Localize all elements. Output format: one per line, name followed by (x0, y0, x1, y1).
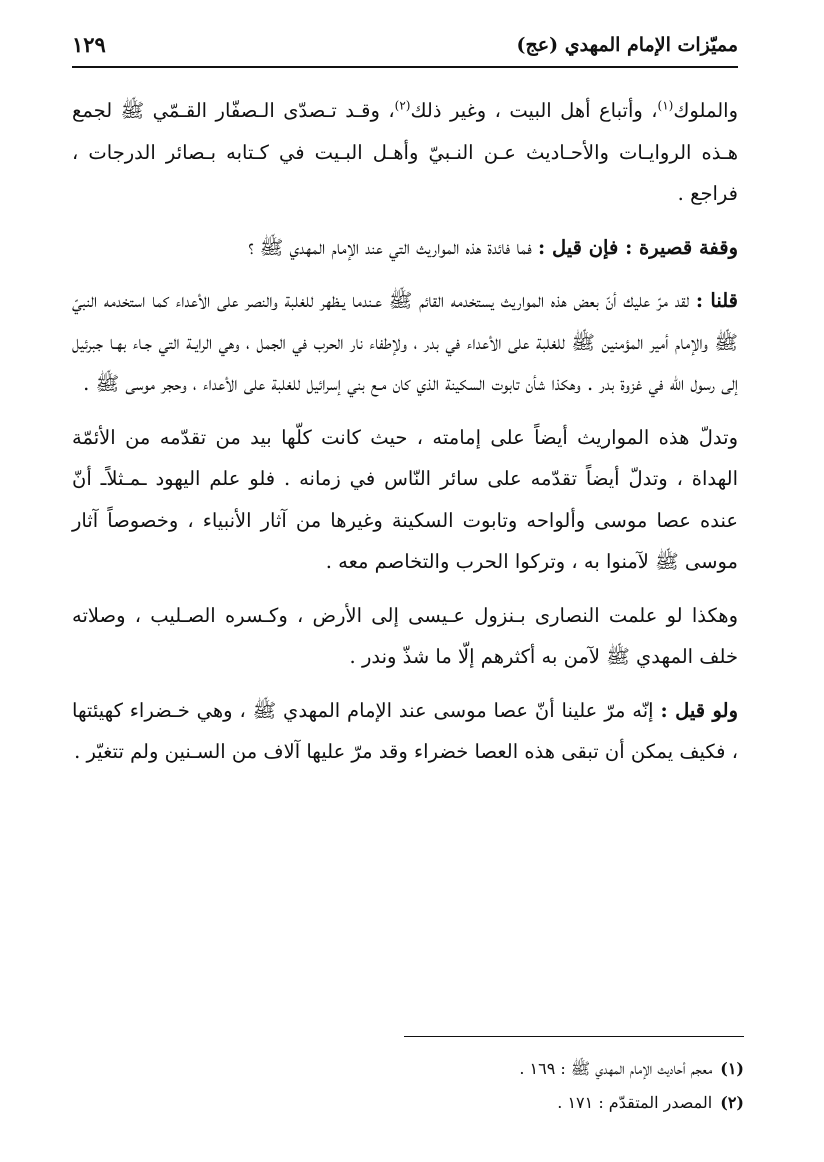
page-number: ١٢٩ (72, 32, 106, 57)
footnote-ref-2[interactable]: (٢) (394, 98, 411, 113)
paragraph-6-lead: ولو قيل : (660, 698, 738, 722)
paragraph-6 (72, 690, 738, 773)
footnote-2-number: (٢) (720, 1093, 744, 1112)
footnote-separator (404, 1036, 744, 1037)
paragraph-4 (72, 417, 738, 583)
footnote-1-text: معجم أحاديث الإمام المهدي ﷺ : ١٦٩ . (519, 1059, 713, 1078)
paragraph-5 (72, 595, 738, 678)
paragraph-3 (72, 280, 738, 405)
paragraph-3-lead: قلنا : (695, 289, 738, 312)
paragraph-2-lead: وقفة قصيرة : فإن قيل : (537, 235, 738, 259)
footnote-ref-1[interactable]: (١) (657, 98, 674, 113)
paragraph-3-text: لقد مرّ عليك أنّ بعض هذه المواريث يستخدمه القائم ﷺ عـندما يـظهر للغلبة والنصر على الأعداء كما استخدمه النبيّ ﷺ والإمام أمير المؤمنين ﷺ للغلبة على الأعداء في بدر ، ولإطفاء نار الحرب في الجمل ، وهي الرايـة التي جـاء بهـا جبرئيل إلى رسول الله في غزوة بدر . وهكذا شأن تابوت السكينة الذي كان مـع بني إسرائيل للغلبة على الأعداء ، وحجر موسى ﷺ . (72, 289, 738, 395)
paragraph-1-text-c: ، وقـد تـصدّى الـصفّار القـمّي ﷺ لجمع هـذه الروايـات والأحـاديث عـن النـبيّ وأهـل البـيت في كـتابه بـصائر الدرجات ، فراجع . (72, 99, 738, 205)
paragraph-5-text: وهكذا لو علمت النصارى بـنزول عـيسى إلى الأرض ، وكـسره الصـليب ، وصلاته خلف المهدي ﷺ لآمن به أكثرهم إلّا ما شذّ وندر . (72, 603, 738, 668)
footnote-2 (72, 1086, 744, 1120)
footnote-2-text: المصدر المتقدّم : ١٧١ . (557, 1093, 713, 1112)
paragraph-4-text: وتدلّ هذه المواريث أيضاً على إمامته ، حيث كانت كلّها بيد من تقدّمه من الأئمّة الهداة ، وتدلّ أيضاً تقدّمه على سائر النّاس في زمانه . فلو علم اليهود ـمـثلاًـ أنّ عنده عصا موسى وألواحه وتابوت السكينة وغيرها من آثار الأنبياء ، وخصوصاً آثار موسى ﷺ لآمنوا به ، وتركوا الحرب والتخاصم معه . (72, 425, 738, 573)
footnote-1 (72, 1052, 744, 1086)
paragraph-1 (72, 90, 738, 215)
paragraph-1-text-a: والملوك (673, 99, 738, 122)
paragraph-6-text: إنّه مرّ علينا أنّ عصا موسى عند الإمام المهدي ﷺ ، وهي خـضراء كهيئتها ، فكيف يمكن أن تبقى هذه العصا خضراء وقد مرّ عليها آلاف من السـنين ولم تتغيّر . (72, 698, 738, 763)
page-body (72, 90, 738, 773)
running-title: مميّزات الإمام المهدي (عج) (516, 34, 738, 56)
paragraph-2-text: فما فائدة هذه المواريث التي عند الإمام المهدي ﷺ ؟ (248, 235, 538, 259)
footnote-1-number: (١) (720, 1059, 744, 1078)
paragraph-1-text-b: ، وأتباع أهل البيت ، وغير ذلك (410, 99, 658, 122)
running-header (72, 30, 738, 68)
footnotes (72, 1052, 744, 1120)
paragraph-2 (72, 227, 738, 269)
